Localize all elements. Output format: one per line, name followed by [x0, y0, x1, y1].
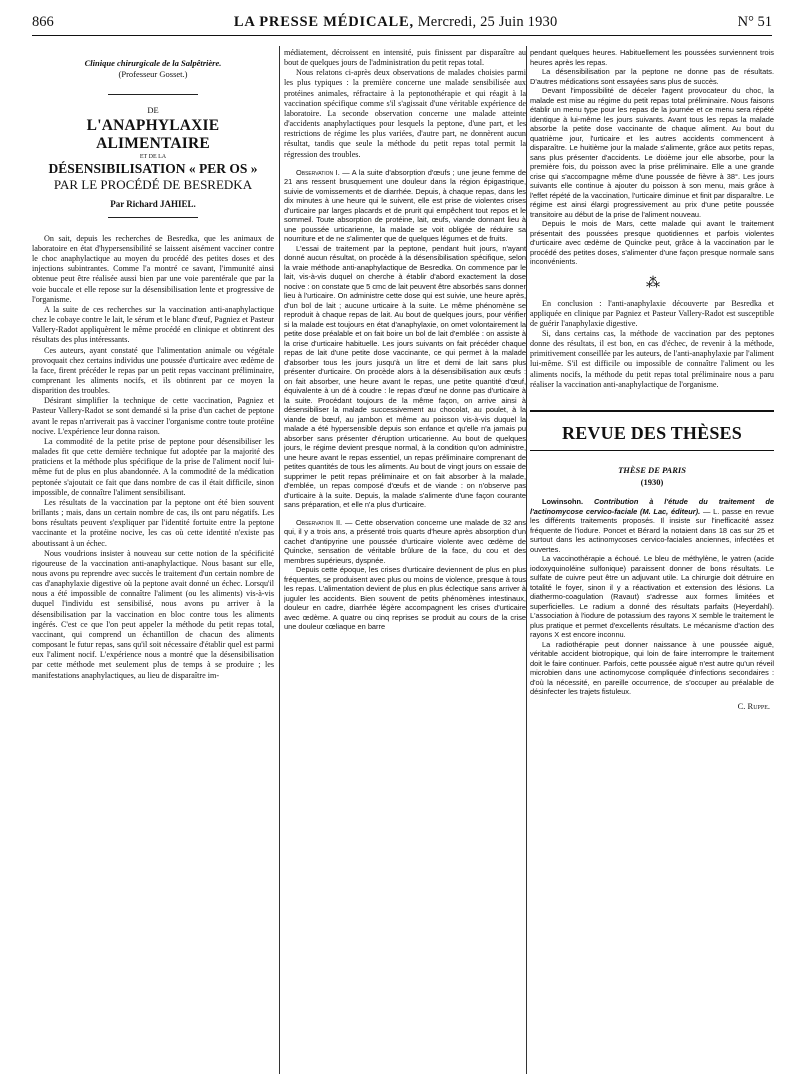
observation-paragraph: Depuis le mois de Mars, cette malade qui avant le traitement présentait des poussées presque quotidiennes et parfois violentes d'urticaire avec œdème de Quincke peut, grâce à la vaccination par le procédé des petites doses, s'alimenter d'une façon presque normale sans inconvénients.: [530, 219, 774, 266]
observation-2: [284, 518, 526, 632]
paragraph: On sait, depuis les recherches de Besredka, que les animaux de laboratoire en état d'hypersensibilité se laissent aisément vacciner contre le choc anaphylactique au moyen du procédé des petites doses et des injections subintrantes. Comme l'a montré ce savant, l'immunité ainsi obtenue peut être réalisée aussi bien par une voie parentérale que par la voie buccale et elle repose sur la désensibilisation lente et progressive de l'organisme.: [32, 233, 274, 304]
conclusion-paragraph: En conclusion : l'anti-anaphylaxie découverte par Besredka et appliquée en clinique par Pagniez et Pasteur Vallery-Radot est susceptible de guérir l'anaphylaxie digestive.: [530, 298, 774, 328]
issue-number: N° 51: [737, 14, 772, 30]
clinic-line: Clinique chirurgicale de la Salpêtrière.: [84, 58, 222, 68]
section-rule: [530, 410, 774, 412]
column-divider: [526, 46, 527, 1074]
issue-date: Mercredi, 25 Juin 1930: [417, 14, 558, 30]
review-signature: C. Ruppe.: [737, 700, 770, 711]
observation-text: — A la suite d'absorption d'œufs ; une jeune femme de 21 ans ressent brusquement une douleur dans la région épigastrique, suivie de vomissements et de diarrhée. Depuis, à chaque repas, dans les dix minutes à une heure qui le suivent, elle est prise de violentes crises d'urticaire par larges placards et de prurit qui empêchent tout repos et le sommeil. Toute absorption de protéine, lait, œufs, viande donnant lieu à une poussée urticarienne, la malade se voit obligée de réduire sa nourriture et de ne s'alimenter que de quelques légumes et de fruits.: [284, 167, 526, 244]
subsection-year: (1930): [640, 477, 664, 488]
observation-1: [284, 168, 526, 510]
section-rule: [530, 450, 774, 451]
thesis-review: [530, 497, 774, 697]
paragraph: La commodité de la petite prise de peptone pour désensibiliser les malades fit que cette dernière technique fut adoptée par la majorité des praticiens et la méthode plus spécifique de la prise de l'aliment nocif lui-même fut de plus en plus abandonnée. A la commodité de la médication peptonée s'ajoutait ce fait que dans nombre de cas il était difficile, sinon impossible, de connaître l'aliment sensibilisant.: [32, 436, 274, 497]
column-divider: [279, 46, 280, 1074]
observation-2-continued: [530, 48, 774, 267]
observation-paragraph: L'essai de traitement par la peptone, pendant huit jours, n'ayant donné aucun résultat, on procède à la désensibilisation spécifique, selon la vraie méthode anti-anaphylactique de Besredka. On commence par le lait, vis-à-vis duquel on cherche à établir d'abord exactement la dose nocive : on constate que 5 cmc de lait peuvent être absorbés sans donner lieu à l'urticaire. On administre cette dose qui est suivie, une heure après, d'un bol de lait ; aucune urticaire à la suite. Le même phénomène se reproduit à chaque repas de lait. Au bout de quelques jours, pour vérifier si la malade est toujours en état d'anaphylaxie, on omet volontairement la petite dose préalable et on fait boire un bol de lait d'emblée : on assiste à la crise d'urticaire habituelle. Les jours suivants on fait précéder chaque repas de lait d'une petite dose vaccinante, ce qui permet à la malade d'absorber tous les jours jusqu'à un litre et demi de lait sans plus présenter d'urticaire. On procède alors à la désensibilisation aux œufs : on fait absorber, une heure avant le repas, une petite quantité d'œuf, équivalente à un dé à coudre : le repas d'œuf ne donne pas d'urticaire à la suite. Procédant toujours de la même façon, on arrive ainsi à désensibiliser la malade successivement au chocolat, au poulet, à la viande de bœuf, au jambon et même au poisson vis-à-vis duquel la malade a été hypersensible depuis son enfance et qu'elle n'a jamais pu absorber sans présenter d'éruption urticarienne. Au bout de quelques jours, le régime devient presque normal, à la condition qu'on administre, une heure avant le repas essentiel, un repas préliminaire comprenant de petites quantités de tous les aliments. Au bout de vingt jours on essaie de supprimer le petit repas préliminaire et on fait absorber à la malade, d'emblée, un repas composé d'œufs et de viande : on n'observe pas d'urticaire à la suite. Depuis, la malade s'alimente d'une façon courante sans préparation, et elle n'a plus d'urticaire.: [284, 243, 526, 510]
observation-paragraph: La désensibilisation par la peptone ne donne pas de résultats. D'autres médications sont essayées sans plus de succès.: [530, 67, 774, 86]
paragraph: médiatement, décroissent en intensité, puis finissent par disparaître au bout de quelques jours de l'administration du petit repas total.: [284, 48, 526, 68]
review-paragraph: La vaccinothérapie a échoué. Le bleu de méthylène, le yatren (acide iodoxyquinoléine sulfonique) paraissent donner de bons résultats. Le sulfate de cuivre peut être un adjuvant utile. La chirurgie doit détruire en totalité le foyer, sinon il y a réactivation et extension des lésions. La diathermo-coagulation (Ravaut) s'adresse aux formes limitées et superficielles. Le radium a donné des résultats parfaits (Heyerdahl). L'association à l'iodure de potassium des rayons X semble le traitement le plus pratique et permet d'excellents résultats. Le mécanisme d'action des rayons X est encore inconnu.: [530, 554, 774, 640]
paragraph: Ces auteurs, ayant constaté que l'alimentation animale ou végétale provoquait chez certains individus une poussée d'urticaire avec œdème de la face, firent précéder le repas par un petit repas vaccinant préliminaire, comprenant les aliments nocifs, et ils obtinrent par ce moyen la disparition des troubles.: [32, 345, 274, 396]
column-1: [32, 48, 274, 1073]
divider: [108, 217, 198, 218]
review-paragraph: [530, 497, 774, 554]
article-title-3: PAR LE PROCÉDÉ DE BESREDKA: [53, 176, 253, 192]
subsection-heading: THÈSE DE PARIS: [618, 464, 686, 475]
journal-line: [234, 14, 558, 31]
review-text: — L. passe en revue les différents traitements proposés. Il insiste sur l'inefficacité assez fréquente de l'iodure. Poncet et Bérard la notaient dans 18 cas sur 25 et surtout dans les actinomycoses cervico-faciales anciennes, infectées et ouvertes.: [530, 506, 774, 554]
observation-paragraph: pendant quelques heures. Habituellement les poussées surviennent trois heures après les repas.: [530, 48, 774, 67]
observation-paragraph: Depuis cette époque, les crises d'urticaire deviennent de plus en plus fréquentes, se produisent avec plus ou moins de violence, presque à tous les repas. L'alimentation devient de plus en plus éclectique sans arriver à juguler les accidents. Bien souvent de petits phénomènes intestinaux, douleur en cadre, diarrhée légère accompagnent les crises d'urticaire avec œdème. A quatre ou cinq reprises se produit au cours de la crise une douleur cœliaque en barre: [284, 565, 526, 632]
professor-line: (Professeur Gosset.): [118, 68, 188, 79]
title-de: DE: [147, 104, 159, 115]
column-2: [284, 48, 526, 1073]
paragraph: A la suite de ces recherches sur la vaccination anti-anaphylactique chez le cobaye contre le lait, le sérum et le blanc d'œuf, Pagniez et Pasteur Vallery-Radot appliquèrent le même procédé en clinique et obtinrent des résultats des plus intéressants.: [32, 304, 274, 345]
observation-label: Observation II.: [296, 517, 343, 527]
divider: [108, 94, 198, 95]
section-heading: REVUE DES THÈSES: [562, 422, 742, 443]
title-connector: ET DE LA: [139, 153, 167, 160]
paragraph: Nous relatons ci-après deux observations de malades choisies parmi les plus typiques : la première concerne une malade sensibilisée aux protéines animales, réfractaire à la peptonothérapie et qui réagit à la vaccination spécifique comme s'il s'agissait d'une véritable expérience de laboratoire. La seconde observation concerne une malade atteinte d'accidents anaphylactiques pour lesquels la peptone, d'une part, et les restrictions de régime les plus variées, d'autre part, ne donnèrent aucun résultat, tandis que seule la méthode du petit repas total permit la régression des troubles.: [284, 68, 526, 159]
review-title: Contribution à l'étude du traitement de l'actinomycose cervico-faciale (M. Lac, éditeur).: [530, 497, 774, 516]
observation-paragraph: [284, 518, 526, 566]
page-number: 866: [32, 14, 54, 30]
paragraph: Les résultats de la vaccination par la peptone ont été bien souvent brillants ; mais, dans un certain nombre de cas, ils ont paru négatifs. Les bons résultats peuvent s'expliquer par l'identité fortuite entre la peptone vaccinante et la protéine nocive, les cas où cette identité n'existe pas aboutissant à un échec.: [32, 497, 274, 548]
column-3: [530, 48, 774, 1073]
running-header: [32, 14, 772, 36]
observation-label: Observation I.: [296, 167, 340, 177]
paragraph: Désirant simplifier la technique de cette vaccination, Pagniez et Pasteur Vallery-Radot se sont demandé si la prise d'un cachet de peptone avant le repas n'arriverait pas à vacciner l'organisme contre toute protéine nocive. L'expérience leur donna raison.: [32, 396, 274, 436]
review-author: Lowinsohn.: [542, 497, 584, 507]
article-author: Par Richard JAHIEL.: [110, 198, 196, 209]
journal-name: LA PRESSE MÉDICALE,: [233, 14, 414, 30]
paragraph: Nous voudrions insister à nouveau sur cette notion de la spécificité rigoureuse de la vaccination anti-anaphylactique. Nous basant sur elle, nous avons pu reprendre avec succès le traitement d'un certain nombre de cas d'anaphylaxie digestive où la peptone avait donné un échec. Lorsqu'il nous a été impossible de connaître l'aliment (ou les aliments) vis-à-vis duquel l'individu est sensibilisé, nous avons pu arriver à la désensibilisation par la vaccination en bloc contre tous les aliments ingérés. C'est ce que l'on peut appeler la méthode du petit repas total, vaccinant, qui comprend un échantillon de chacun des aliments composant le futur repas, sans qu'il soit nécessaire d'établir quel est parmi eux l'aliment nocif. L'expérience nous a montré que la désensibilisation par cette méthode met seulement plus de temps à se produire ; les manifestations anaphylactiques, au lieu de disparaître im-: [32, 548, 274, 680]
observation-paragraph: [284, 168, 526, 244]
asterism: ⁂: [646, 275, 658, 291]
article-title-2: DÉSENSIBILISATION « PER OS »: [48, 160, 258, 176]
article-title: L'ANAPHYLAXIE ALIMENTAIRE: [86, 116, 220, 152]
observation-text: — Cette observation concerne une malade de 32 ans qui, il y a trois ans, a présenté trois quarts d'heure après absorption d'un cachet d'antipyrine une poussée d'urticaire violente avec œdème de Quincke, sensation de véritable brûlure de la face, du cou et des membres supérieurs, dyspnée.: [284, 517, 526, 565]
observation-paragraph: Devant l'impossibilité de déceler l'agent provocateur du choc, la malade est mise au régime du petit repas total préliminaire. Nous faisons établir un menu type pour les repas de la journée et ce menu sera répété identique à lui-même les jours suivants. Avant tous les repas la malade absorbe la petite dose vaccinante de chaque aliment. Au bout du quatrième jour, l'urticaire et les autres accidents commencent à disparaître. Le huitième jour la malade s'alimente, grâce aux petits repas, sans plus présenter d'accidents. Le dixième jour elle absorbe, pour la première fois, du poisson avec la prise préliminaire. Elle a une grande crise qui s'accompagne même d'une poussée de fièvre à 38°. Les jours suivants elle continue à ajouter du poisson à son menu, mais grâce à l'effet répété de la vaccination, l'urticaire diminue et finit par disparaître. Le régime est ainsi élargi progressivement au prix d'une petite poussée transitoire au début de la prise de l'aliment nouveau.: [530, 86, 774, 219]
review-paragraph: La radiothérapie peut donner naissance à une poussée aiguë, véritable accident biotropique, qui loin de faire interrompre le traitement doit le faire continuer. Parfois, cette poussée aiguë n'est autre qu'un réveil microbien dans une actinomycose compliquée d'infections secondaires : d'où la nécessité, en pareille occurrence, de s'occuper au préalable de désinfecter les trajets fistuleux.: [530, 639, 774, 697]
conclusion-paragraph: Si, dans certains cas, la méthode de vaccination par des peptones donne des résultats, il est bon, en cas d'échec, de revenir à la méthode, primitivement conseillée par les auteurs, de l'anti-anaphylaxie par l'aliment lui-même. S'il est difficile ou impossible de connaître l'aliment ou les aliments nocifs, la méthode du petit repas total préliminaire nous a paru réaliser la vaccination anti-anaphylactique de l'organisme.: [530, 328, 774, 389]
